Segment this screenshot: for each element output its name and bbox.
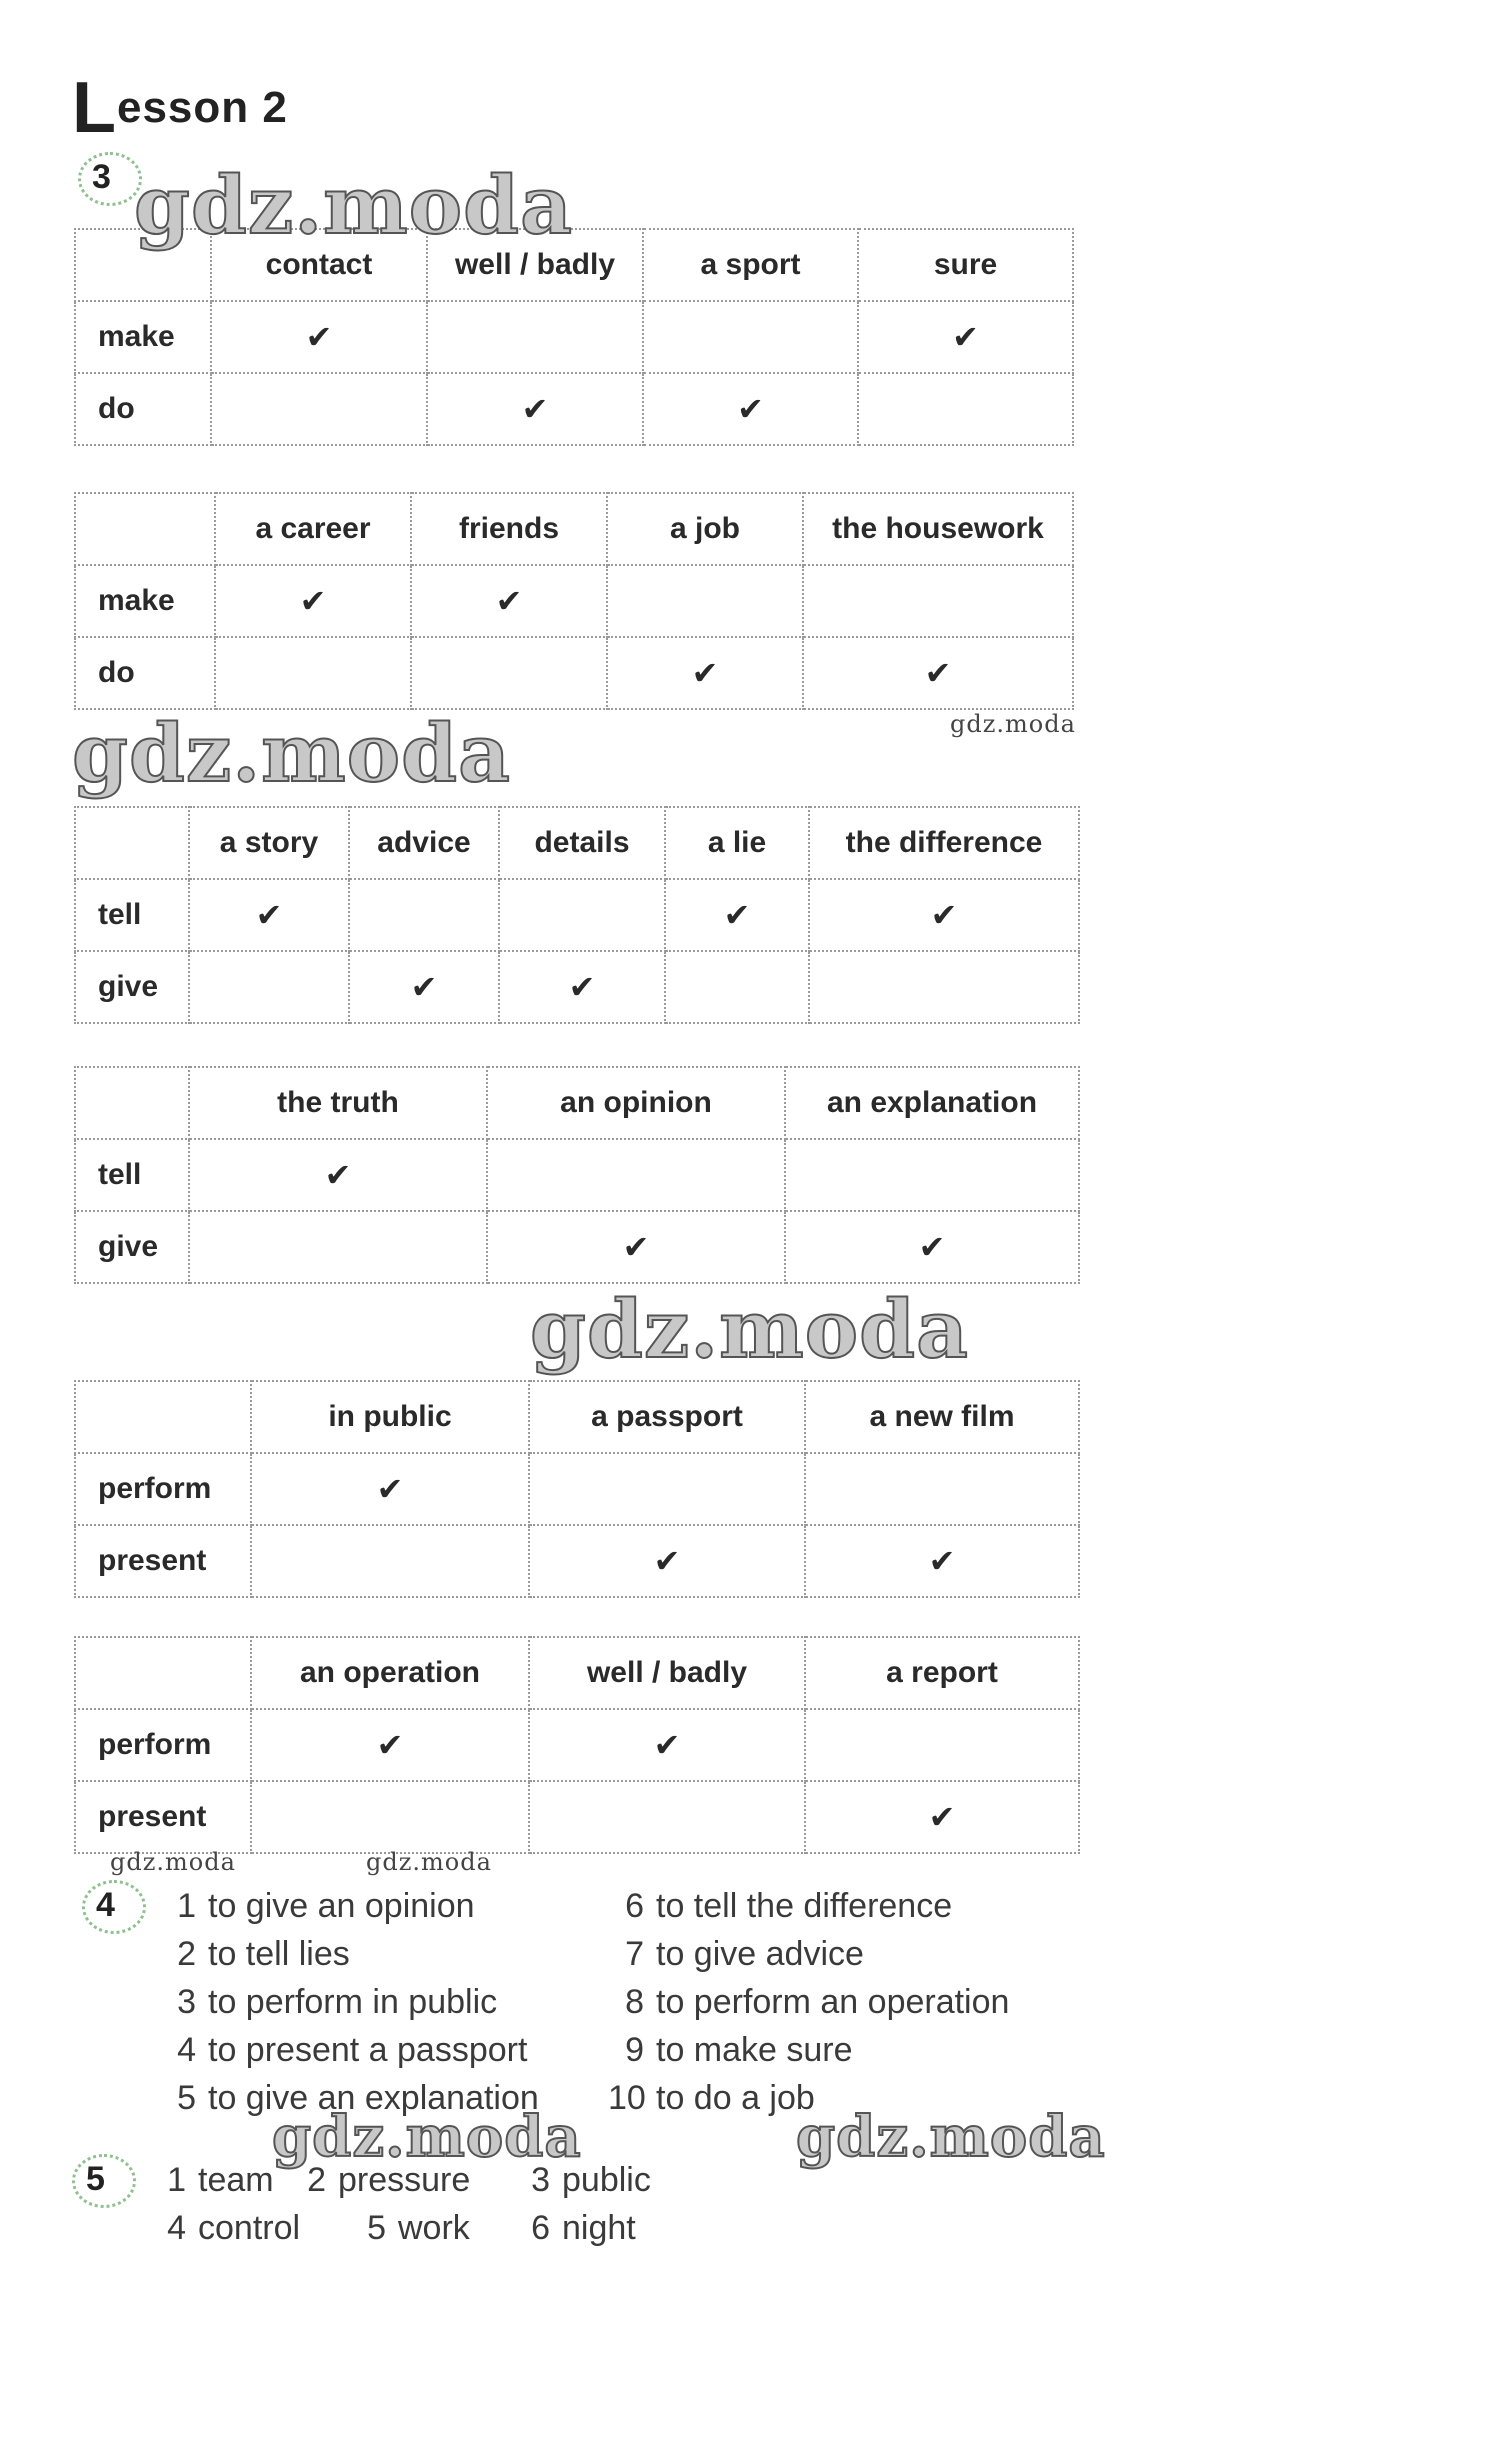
number-swirl-icon bbox=[72, 2154, 136, 2208]
row-header: present bbox=[75, 1525, 251, 1597]
column-header: details bbox=[499, 807, 665, 879]
collocation-table-1 bbox=[74, 228, 1074, 446]
answers-left-column bbox=[160, 1882, 539, 2122]
answer-item: 1 to give an opinion bbox=[177, 1887, 475, 1925]
check-cell bbox=[785, 1139, 1079, 1211]
answer-text: work bbox=[398, 2209, 470, 2247]
row-header: give bbox=[75, 951, 189, 1023]
check-cell bbox=[251, 1525, 529, 1597]
watermark: gdz.moda bbox=[72, 706, 511, 800]
check-cell: ✔ bbox=[665, 879, 809, 951]
collocation-table-6 bbox=[74, 1636, 1080, 1854]
check-cell: ✔ bbox=[189, 1139, 487, 1211]
check-cell: ✔ bbox=[251, 1453, 529, 1525]
watermark: gdz.moda bbox=[950, 710, 1076, 738]
answer-text: night bbox=[562, 2209, 636, 2247]
column-header: a career bbox=[215, 493, 411, 565]
answer-item: 2 to tell lies bbox=[177, 1935, 350, 1973]
check-cell: ✔ bbox=[529, 1525, 805, 1597]
table-corner bbox=[75, 1381, 251, 1453]
row-header: present bbox=[75, 1781, 251, 1853]
column-header: the housework bbox=[803, 493, 1073, 565]
answers-right-column bbox=[608, 1882, 1009, 2122]
check-cell bbox=[427, 301, 643, 373]
answer-number: 3 bbox=[531, 2161, 550, 2199]
column-header: a passport bbox=[529, 1381, 805, 1453]
check-cell bbox=[607, 565, 803, 637]
watermark: gdz.moda bbox=[366, 1848, 492, 1876]
collocation-table-3 bbox=[74, 806, 1080, 1024]
answer-text: pressure bbox=[338, 2161, 471, 2199]
column-header: a sport bbox=[643, 229, 858, 301]
check-cell bbox=[529, 1453, 805, 1525]
watermark: gdz.moda bbox=[796, 2104, 1106, 2170]
column-header: an explanation bbox=[785, 1067, 1079, 1139]
column-header: advice bbox=[349, 807, 499, 879]
check-cell bbox=[858, 373, 1073, 445]
check-cell: ✔ bbox=[809, 879, 1079, 951]
column-header: well / badly bbox=[427, 229, 643, 301]
column-header: sure bbox=[858, 229, 1073, 301]
answer-text: team bbox=[198, 2161, 274, 2199]
check-cell bbox=[805, 1709, 1079, 1781]
column-header: friends bbox=[411, 493, 607, 565]
row-header: do bbox=[75, 637, 215, 709]
watermark: gdz.moda bbox=[134, 158, 573, 252]
answer-item: 9 to make sure bbox=[625, 2031, 853, 2069]
table-corner bbox=[75, 807, 189, 879]
lesson-title bbox=[72, 68, 288, 148]
check-cell bbox=[251, 1781, 529, 1853]
watermark: gdz.moda bbox=[530, 1282, 969, 1376]
column-header: contact bbox=[211, 229, 427, 301]
check-cell: ✔ bbox=[607, 637, 803, 709]
answer-number: 6 bbox=[531, 2209, 550, 2247]
check-cell bbox=[643, 301, 858, 373]
check-cell: ✔ bbox=[805, 1781, 1079, 1853]
row-header: tell bbox=[75, 1139, 189, 1211]
check-cell: ✔ bbox=[858, 301, 1073, 373]
answer-number: 1 bbox=[167, 2161, 186, 2199]
watermark: gdz.moda bbox=[110, 1848, 236, 1876]
exercise-5-answers bbox=[150, 2156, 850, 2256]
answer-item: 3 to perform in public bbox=[177, 1983, 498, 2021]
check-cell bbox=[803, 565, 1073, 637]
check-cell bbox=[189, 1211, 487, 1283]
check-cell: ✔ bbox=[349, 951, 499, 1023]
row-header: make bbox=[75, 301, 211, 373]
answer-item: 7 to give advice bbox=[625, 1935, 864, 1973]
check-cell bbox=[529, 1781, 805, 1853]
column-header: a new film bbox=[805, 1381, 1079, 1453]
check-cell bbox=[805, 1453, 1079, 1525]
row-header: make bbox=[75, 565, 215, 637]
answer-item: 6 to tell the difference bbox=[625, 1887, 953, 1925]
answer-item: 5 to give an explanation bbox=[177, 2079, 539, 2117]
check-cell: ✔ bbox=[487, 1211, 785, 1283]
answer-text: control bbox=[198, 2209, 301, 2247]
row-header: perform bbox=[75, 1709, 251, 1781]
column-header: an operation bbox=[251, 1637, 529, 1709]
answer-text: public bbox=[562, 2161, 651, 2199]
check-cell: ✔ bbox=[803, 637, 1073, 709]
number-swirl-icon bbox=[82, 1880, 146, 1934]
check-cell: ✔ bbox=[785, 1211, 1079, 1283]
answer-number: 5 bbox=[367, 2209, 386, 2247]
collocation-table-2 bbox=[74, 492, 1074, 710]
check-cell bbox=[487, 1139, 785, 1211]
column-header: a story bbox=[189, 807, 349, 879]
exercise-4-answers bbox=[160, 1882, 1060, 2132]
collocation-table-5 bbox=[74, 1380, 1080, 1598]
check-cell: ✔ bbox=[215, 565, 411, 637]
row-header: do bbox=[75, 373, 211, 445]
column-header: a report bbox=[805, 1637, 1079, 1709]
check-cell: ✔ bbox=[251, 1709, 529, 1781]
lesson-title-initial: L bbox=[72, 68, 117, 148]
column-header: the difference bbox=[809, 807, 1079, 879]
answer-item: 8 to perform an operation bbox=[625, 1983, 1010, 2021]
check-cell: ✔ bbox=[189, 879, 349, 951]
check-cell bbox=[665, 951, 809, 1023]
column-header: the truth bbox=[189, 1067, 487, 1139]
check-cell bbox=[411, 637, 607, 709]
answer-number: 4 bbox=[167, 2209, 186, 2247]
row-header: perform bbox=[75, 1453, 251, 1525]
column-header: a lie bbox=[665, 807, 809, 879]
answer-item: 10 to do a job bbox=[608, 2079, 815, 2117]
check-cell: ✔ bbox=[411, 565, 607, 637]
watermark: gdz.moda bbox=[272, 2104, 582, 2170]
check-cell: ✔ bbox=[529, 1709, 805, 1781]
exercise-3-number: 3 bbox=[92, 158, 111, 197]
column-header: in public bbox=[251, 1381, 529, 1453]
column-header: an opinion bbox=[487, 1067, 785, 1139]
row-header: tell bbox=[75, 879, 189, 951]
check-cell bbox=[215, 637, 411, 709]
exercise-5-number: 5 bbox=[86, 2160, 105, 2199]
table-corner bbox=[75, 1637, 251, 1709]
check-cell bbox=[809, 951, 1079, 1023]
check-cell bbox=[499, 879, 665, 951]
column-header: well / badly bbox=[529, 1637, 805, 1709]
exercise-4-number: 4 bbox=[96, 1886, 115, 1925]
table-corner bbox=[75, 1067, 189, 1139]
check-cell: ✔ bbox=[211, 301, 427, 373]
row-header: give bbox=[75, 1211, 189, 1283]
answer-number: 2 bbox=[307, 2161, 326, 2199]
collocation-table-4 bbox=[74, 1066, 1080, 1284]
check-cell: ✔ bbox=[643, 373, 858, 445]
check-cell: ✔ bbox=[499, 951, 665, 1023]
check-cell bbox=[211, 373, 427, 445]
check-cell: ✔ bbox=[805, 1525, 1079, 1597]
answer-item: 4 to present a passport bbox=[177, 2031, 528, 2069]
column-header: a job bbox=[607, 493, 803, 565]
table-corner bbox=[75, 493, 215, 565]
check-cell bbox=[349, 879, 499, 951]
number-swirl-icon bbox=[78, 152, 142, 206]
lesson-title-rest: esson 2 bbox=[116, 83, 288, 132]
check-cell: ✔ bbox=[427, 373, 643, 445]
check-cell bbox=[189, 951, 349, 1023]
